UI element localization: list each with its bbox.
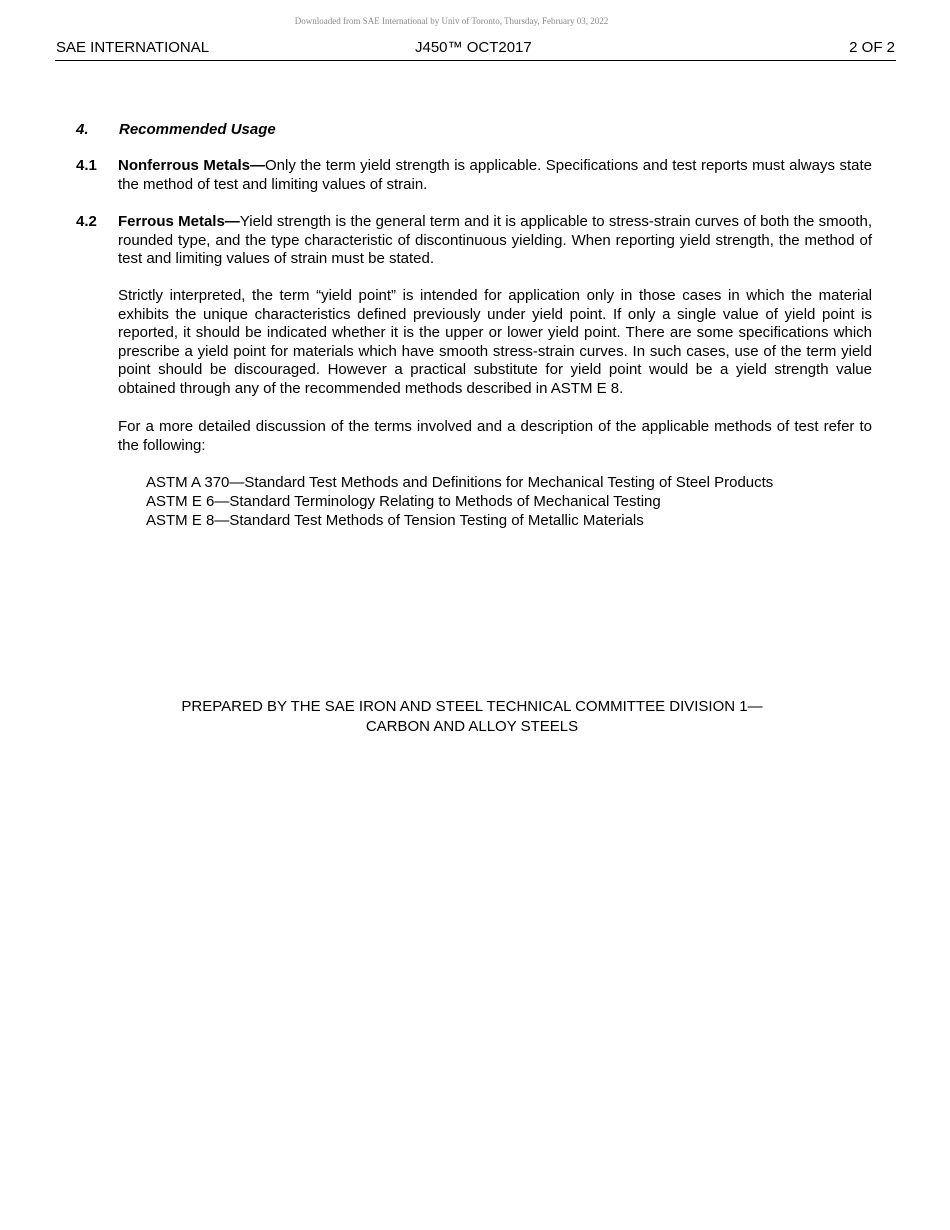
item-ferrous-metals	[118, 213, 872, 269]
item-text: Only the term yield strength is applicable. Specifications and test reports must always state the method of test and limiting values of strain.	[118, 157, 872, 193]
reference-item: ASTM A 370—Standard Test Methods and Definitions for Mechanical Testing of Steel Products	[146, 474, 774, 491]
page-header	[55, 38, 896, 61]
paragraph-yield-point: Strictly interpreted, the term “yield point” is intended for application only in those cases in which the material exhibits the unique characteristics defined previously under yield point. If only a single value of yield point is reported, it should be indicated whether it is the upper or lower yield point. There are some specifications which prescribe a yield point for materials which have smooth stress-strain curves. In such cases, use of the term yield point should be discouraged. However a practical substitute for yield point would be a yield strength value obtained through any of the recommended methods described in ASTM E 8.	[118, 287, 872, 397]
download-watermark: Downloaded from SAE International by Univ of Toronto, Thursday, February 03, 2022	[294, 16, 609, 26]
reference-item: ASTM E 6—Standard Terminology Relating to Methods of Mechanical Testing	[146, 493, 661, 511]
item-text: Yield strength is the general term and it is applicable to stress-strain curves of both the smooth, rounded type, and the type characteristic of discontinuous yielding. When reporting yield strength, the method of test and limiting values of strain must be stated.	[118, 213, 873, 268]
section-title: Recommended Usage	[119, 121, 276, 138]
prepared-by-statement	[0, 697, 944, 736]
header-page-number: 2 OF 2	[849, 39, 895, 56]
item-nonferrous-metals	[118, 157, 872, 194]
item-number: 4.1	[76, 157, 97, 174]
header-document-id: J450™ OCT2017	[415, 39, 532, 56]
prepared-by-line: PREPARED BY THE SAE IRON AND STEEL TECHNICAL COMMITTEE DIVISION 1—	[181, 698, 763, 715]
reference-item: ASTM E 8—Standard Test Methods of Tension Testing of Metallic Materials	[146, 512, 644, 530]
item-term: Ferrous Metals—	[118, 213, 240, 230]
item-term: Nonferrous Metals—	[118, 157, 266, 174]
prepared-by-line: CARBON AND ALLOY STEELS	[365, 717, 579, 735]
item-number: 4.2	[76, 213, 97, 230]
paragraph-discussion: For a more detailed discussion of the terms involved and a description of the applicable methods of test refer to the following:	[118, 418, 872, 454]
section-number: 4.	[76, 121, 89, 138]
reference-list	[146, 473, 773, 531]
header-organization: SAE INTERNATIONAL	[56, 39, 210, 56]
section-heading	[76, 120, 276, 139]
